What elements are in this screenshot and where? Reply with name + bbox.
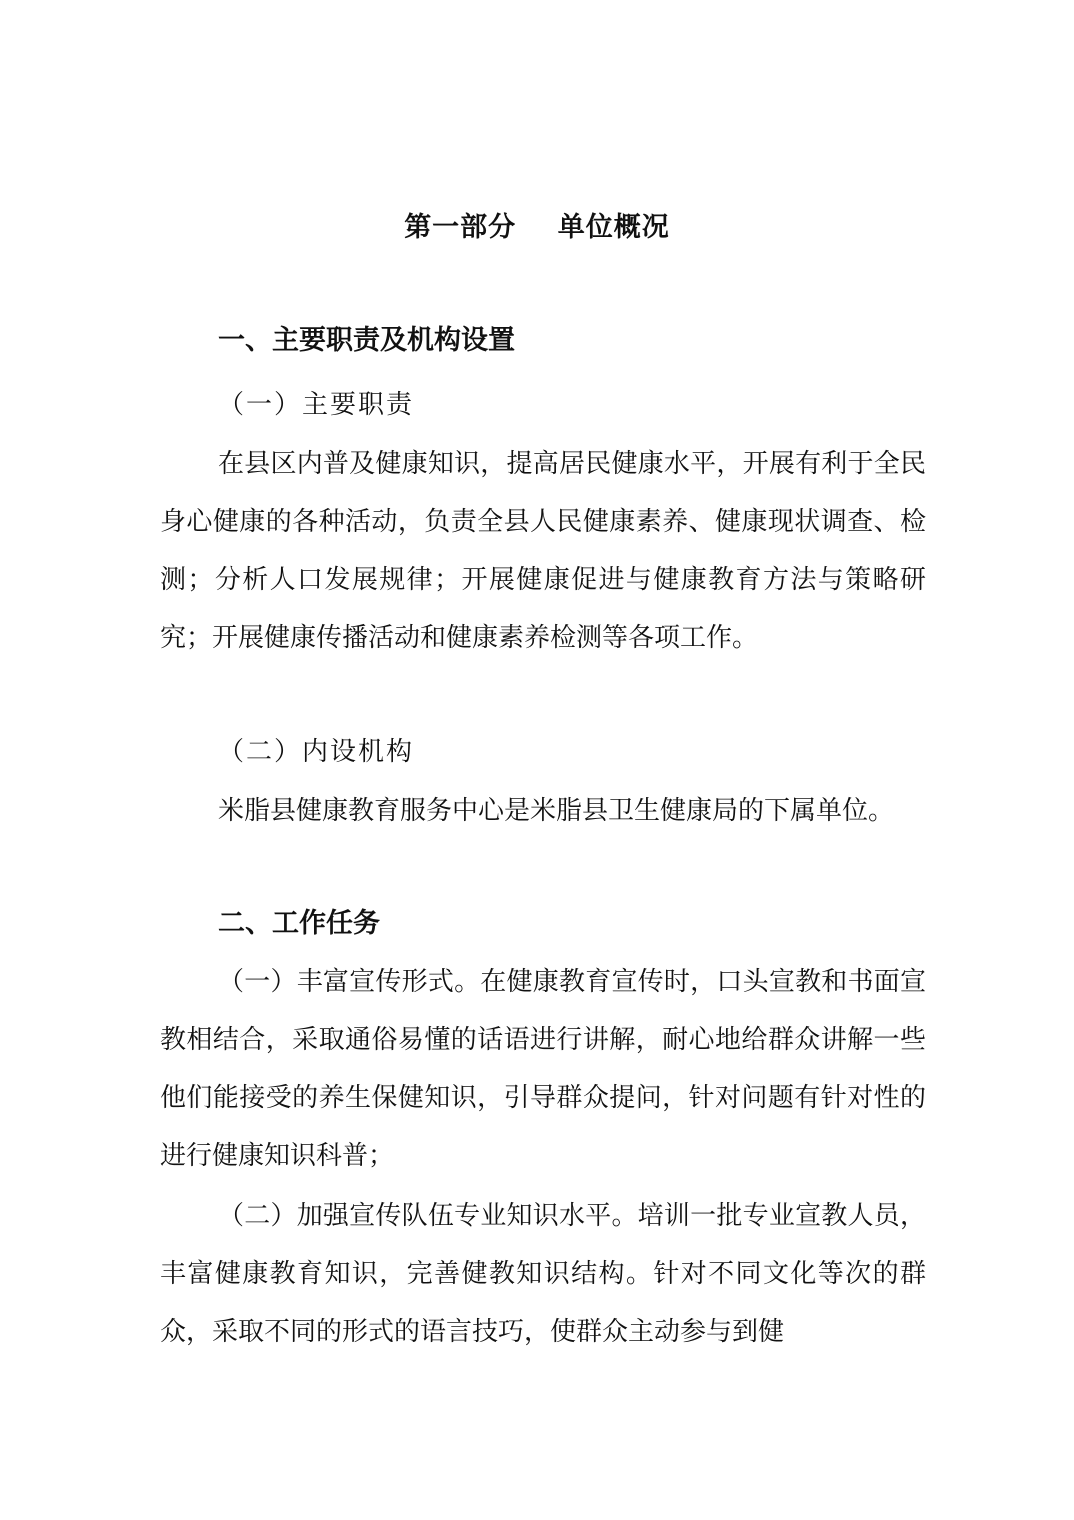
subsection-heading-main-duties: （一）主要职责	[218, 390, 415, 420]
page-title: 第一部分 单位概况	[404, 212, 670, 243]
paragraph-task-1: （一）丰富宣传形式。在健康教育宣传时，口头宣教和书面宣教相结合，采取通俗易懂的话语进行讲解，耐心地给群众讲解一些他们能接受的养生保健知识，引导群众提问，针对问题有针对性的进行健康知识科普；	[160, 967, 926, 1171]
paragraph-internal-structure: 米脂县健康教育服务中心是米脂县卫生健康局的下属单位。	[218, 796, 895, 826]
section-heading-duties-and-structure: 一、主要职责及机构设置	[218, 325, 515, 356]
paragraph-main-duties: 在县区内普及健康知识，提高居民健康水平，开展有利于全民身心健康的各种活动，负责全县人民健康素养、健康现状调查、检测；分析人口发展规律；开展健康促进与健康教育方法与策略研究；开展健康传播活动和健康素养检测等各项工作。	[160, 449, 926, 653]
paragraph-task-2: （二）加强宣传队伍专业知识水平。培训一批专业宣教人员，丰富健康教育知识，完善健教知识结构。针对不同文化等次的群众，采取不同的形式的语言技巧，使群众主动参与到健	[160, 1201, 926, 1347]
section-heading-work-tasks: 二、工作任务	[218, 908, 380, 939]
subsection-heading-internal-structure: （二）内设机构	[218, 737, 415, 767]
